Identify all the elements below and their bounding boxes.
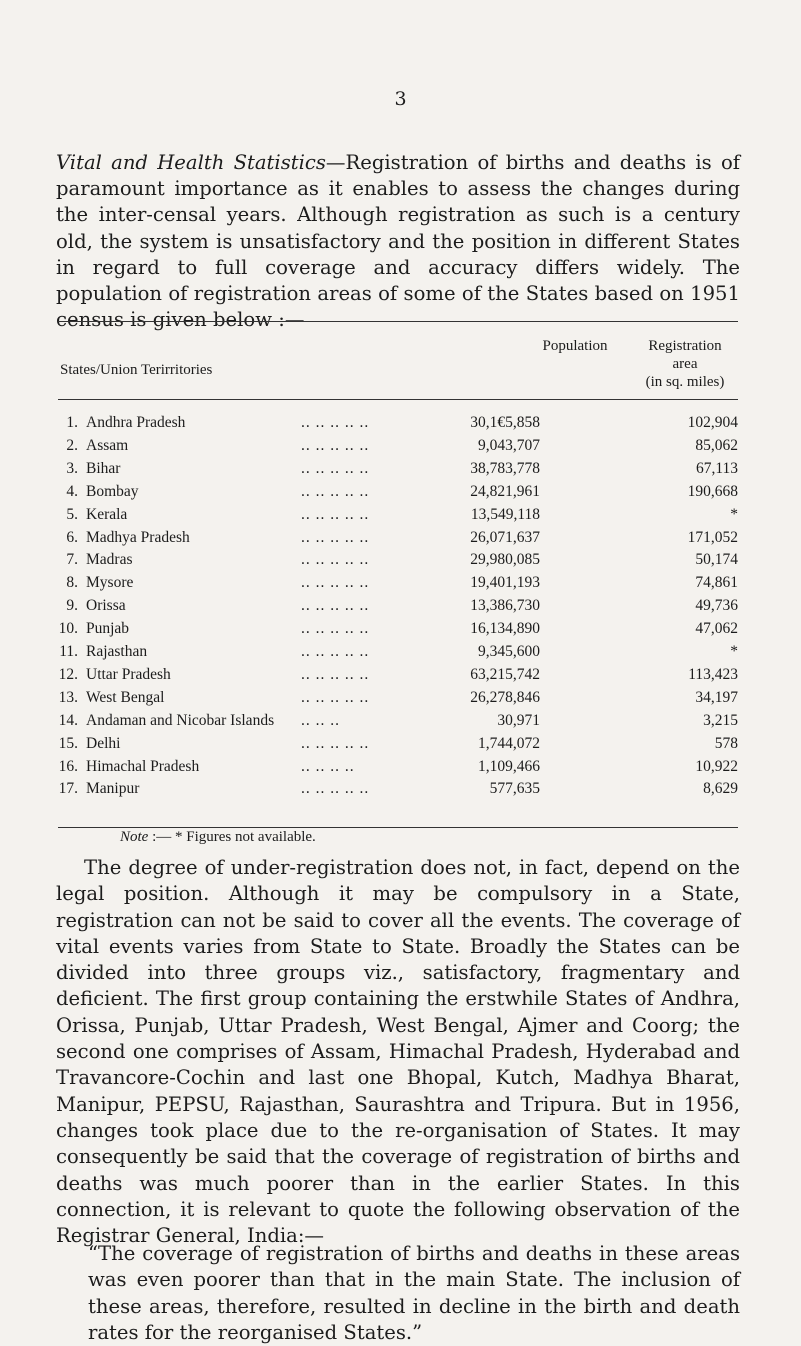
population-value: 1,109,466 bbox=[478, 757, 540, 775]
area-value: 74,861 bbox=[695, 574, 738, 592]
table-row bbox=[56, 506, 740, 528]
leader-dots: .. .. .. .. .. bbox=[301, 665, 370, 683]
area-value: 34,197 bbox=[695, 688, 738, 706]
body-paragraph: The degree of under-registration does not, in fact, depend on the legal position. Although it may be compulsory in a State, registration can not be said to cover all the events. The coverage of vital events varies from State to State. Broadly the States can be divided into three groups viz., satisfactory, fragmentary and deficient. The first group containing the erstwhile States of Andhra, Orissa, Punjab, Uttar Pradesh, West Bengal, Ajmer and Coorg; the second one comprises of Assam, Himachal Pradesh, Hyderabad and Travancore-Cochin and last one Bhopal, Kutch, Madhya Bharat, Manipur, PEPSU, Rajasthan, Saurashtra and Tripura. But in 1956, changes took place due to the re-organisation of States. It may consequently be said that the coverage of registration of births and deaths was much poorer than in the earlier States. In this connection, it is relevant to quote the following observation of the Registrar General, India:— bbox=[56, 856, 740, 1248]
state-name: Madhya Pradesh bbox=[86, 528, 190, 546]
page-number: 3 bbox=[394, 88, 407, 110]
area-value: 113,423 bbox=[688, 665, 738, 683]
row-number: 8. bbox=[66, 574, 78, 592]
leader-dots: .. .. .. .. .. bbox=[301, 482, 370, 500]
state-name: Himachal Pradesh bbox=[86, 757, 200, 775]
row-number: 7. bbox=[66, 551, 78, 569]
table-row bbox=[56, 735, 740, 757]
quotation: “The coverage of registration of births and deaths in these areas was even poorer than that in the main State. The inclusion of these areas, therefore, resulted in decline in the birth and death rates for the reorganised States.” bbox=[88, 1242, 740, 1344]
population-value: 30,971 bbox=[497, 711, 540, 729]
state-name: West Bengal bbox=[86, 688, 165, 706]
area-value: 190,668 bbox=[687, 482, 738, 500]
table-row bbox=[56, 620, 740, 642]
state-name: Andaman and Nicobar Islands bbox=[86, 711, 275, 729]
table-row bbox=[56, 483, 740, 505]
row-number: 3. bbox=[66, 459, 78, 477]
population-value: 63,215,742 bbox=[470, 665, 540, 683]
population-value: 30,1€5,858 bbox=[470, 414, 540, 431]
table-row bbox=[56, 597, 740, 619]
row-number: 17. bbox=[58, 780, 78, 798]
row-number: 1. bbox=[66, 414, 78, 431]
state-name: Madras bbox=[86, 551, 133, 569]
table-row bbox=[56, 529, 740, 551]
leader-dots: .. .. .. .. .. bbox=[301, 688, 370, 706]
row-number: 10. bbox=[58, 620, 78, 638]
header-population: Population bbox=[542, 338, 608, 354]
area-value: 85,062 bbox=[695, 436, 738, 454]
table-top-rule bbox=[58, 321, 738, 322]
state-name: Mysore bbox=[86, 574, 134, 592]
note-text: :— * Figures not available. bbox=[152, 829, 316, 845]
area-value: 171,052 bbox=[687, 528, 738, 546]
state-name: Uttar Pradesh bbox=[86, 665, 171, 683]
leader-dots: .. .. .. .. .. bbox=[301, 436, 370, 454]
leader-dots: .. .. .. .. .. bbox=[301, 459, 370, 477]
table-row bbox=[56, 551, 740, 573]
header-area-2: area bbox=[672, 356, 698, 372]
area-value: 8,629 bbox=[703, 780, 738, 798]
leader-dots: .. .. .. .. .. bbox=[301, 780, 370, 798]
population-value: 9,345,600 bbox=[478, 643, 540, 660]
header-area-3: (in sq. miles) bbox=[645, 374, 725, 390]
header-area-1: Registration bbox=[648, 338, 722, 354]
area-value: * bbox=[730, 643, 738, 660]
population-value: 19,401,193 bbox=[470, 574, 540, 592]
population-value: 1,744,072 bbox=[478, 734, 540, 752]
row-number: 2. bbox=[66, 436, 78, 454]
table-row bbox=[56, 574, 740, 596]
leader-dots: .. .. .. .. .. bbox=[301, 620, 370, 638]
leader-dots: .. .. .. .. .. bbox=[301, 643, 370, 660]
table-row bbox=[56, 643, 740, 665]
state-name: Kerala bbox=[86, 505, 128, 523]
population-value: 577,635 bbox=[489, 780, 540, 798]
row-number: 6. bbox=[66, 528, 78, 546]
row-number: 16. bbox=[58, 757, 78, 775]
table-row bbox=[56, 758, 740, 780]
population-value: 29,980,085 bbox=[470, 551, 540, 569]
area-value: * bbox=[730, 505, 738, 523]
state-name: Punjab bbox=[86, 620, 130, 638]
row-number: 15. bbox=[58, 734, 78, 752]
table-row bbox=[56, 414, 740, 436]
table-row bbox=[56, 666, 740, 688]
table-row bbox=[56, 437, 740, 459]
population-value: 24,821,961 bbox=[470, 482, 540, 500]
leader-dots: .. .. .. .. .. bbox=[301, 505, 370, 523]
population-value: 13,386,730 bbox=[470, 597, 540, 615]
state-name: Manipur bbox=[86, 780, 140, 798]
leader-dots: .. .. .. .. .. bbox=[301, 414, 370, 431]
table-note bbox=[120, 829, 316, 846]
table-row bbox=[56, 460, 740, 482]
population-value: 13,549,118 bbox=[470, 505, 540, 523]
state-name: Assam bbox=[86, 436, 129, 454]
area-value: 50,174 bbox=[695, 551, 738, 569]
leader-dots: .. .. .. bbox=[301, 711, 340, 729]
area-value: 10,922 bbox=[695, 757, 738, 775]
state-name: Delhi bbox=[86, 734, 121, 752]
leader-dots: .. .. .. .. .. bbox=[301, 734, 370, 752]
row-number: 5. bbox=[66, 505, 78, 523]
table-row bbox=[56, 689, 740, 711]
table-row bbox=[56, 780, 740, 802]
leader-dots: .. .. .. .. bbox=[301, 757, 355, 775]
table-bottom-rule bbox=[58, 827, 738, 828]
area-value: 67,113 bbox=[695, 459, 738, 477]
leader-dots: .. .. .. .. .. bbox=[301, 551, 370, 569]
area-value: 49,736 bbox=[695, 597, 738, 615]
area-value: 578 bbox=[714, 734, 738, 752]
row-number: 13. bbox=[58, 688, 78, 706]
row-number: 12. bbox=[58, 665, 78, 683]
state-name: Rajasthan bbox=[86, 643, 148, 660]
row-number: 11. bbox=[59, 643, 78, 660]
row-number: 4. bbox=[66, 482, 78, 500]
note-label: Note bbox=[120, 829, 149, 845]
population-value: 9,043,707 bbox=[478, 436, 540, 454]
table-row bbox=[56, 712, 740, 734]
state-name: Andhra Pradesh bbox=[86, 414, 186, 431]
leader-dots: .. .. .. .. .. bbox=[301, 528, 370, 546]
intro-paragraph bbox=[56, 150, 740, 333]
population-value: 16,134,890 bbox=[470, 620, 540, 638]
header-state: States/Union Terirritories bbox=[60, 362, 213, 378]
population-value: 26,071,637 bbox=[470, 528, 540, 546]
area-value: 102,904 bbox=[687, 414, 738, 431]
state-name: Bombay bbox=[86, 482, 139, 500]
section-lead: Vital and Health Statistics bbox=[56, 151, 326, 174]
area-value: 47,062 bbox=[695, 620, 738, 638]
table-header-rule bbox=[58, 399, 738, 400]
population-value: 38,783,778 bbox=[470, 459, 540, 477]
state-name: Orissa bbox=[86, 597, 126, 615]
intro-text: —Registration of births and deaths is of paramount importance as it enables to assess the changes during the inter-censal years. Although registration as such is a century old, the system is unsatisfactory and the position in different States in regard to full coverage and accuracy differs widely. The population of registration areas of some of the States based on 1951 census is given below :— bbox=[56, 151, 740, 332]
area-value: 3,215 bbox=[703, 711, 738, 729]
state-name: Bihar bbox=[86, 459, 121, 477]
leader-dots: .. .. .. .. .. bbox=[301, 574, 370, 592]
row-number: 14. bbox=[58, 711, 78, 729]
row-number: 9. bbox=[66, 597, 78, 615]
leader-dots: .. .. .. .. .. bbox=[301, 597, 370, 615]
population-value: 26,278,846 bbox=[470, 688, 540, 706]
